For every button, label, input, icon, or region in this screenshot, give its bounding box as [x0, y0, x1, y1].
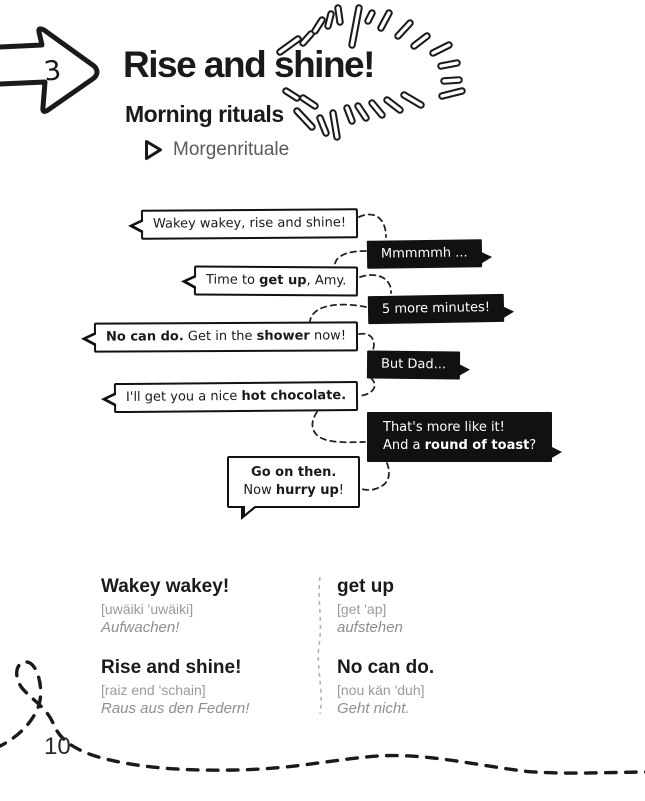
bubble-text: now!	[309, 328, 347, 344]
speech-bubble-right-4	[367, 412, 552, 462]
vocab-term: Wakey wakey!	[101, 576, 230, 597]
page-number: 10	[44, 733, 71, 760]
speech-bubble-left-3	[94, 321, 358, 352]
dialogue-connector-5	[359, 334, 374, 350]
bubble-text-bold: get up	[258, 272, 307, 289]
bubble-text-bold: hot chocolate.	[241, 388, 347, 404]
vocab-phonetic: [raiz end 'schain]	[101, 681, 206, 698]
vocab-entry	[101, 576, 337, 636]
speech-bubble-left-4	[114, 381, 358, 413]
bubble-text-bold: round of toast	[424, 437, 530, 453]
vocab-translation: Geht nicht.	[337, 699, 410, 717]
vocab-phonetic: [nou kän 'duh]	[337, 681, 425, 698]
bubble-text-bold: Go on then.	[251, 465, 337, 480]
dialogue-connector-7	[312, 412, 365, 442]
vocab-translation: Aufwachen!	[101, 618, 180, 636]
bubble-text: Time to	[205, 272, 259, 288]
vocab-entry	[337, 657, 541, 717]
bubble-line	[243, 482, 344, 500]
bubble-text: And a	[383, 437, 425, 453]
vocab-term: Rise and shine!	[101, 656, 242, 678]
bubble-text: !	[338, 482, 344, 498]
vocab-translation: Raus aus den Federn!	[101, 699, 250, 717]
page-title: Rise and shine!	[123, 44, 374, 85]
vocabulary-section	[101, 576, 541, 717]
bubble-text: Now	[243, 482, 276, 498]
bubble-text: I'll get you a nice	[125, 388, 242, 405]
vocab-translation: aufstehen	[337, 618, 403, 636]
speech-bubble-right-2	[368, 294, 505, 324]
bubble-text-bold: hurry up	[275, 482, 339, 498]
bubble-line	[243, 464, 344, 482]
subtitle-translation: Morgenrituale	[173, 139, 290, 160]
vocab-term: No can do.	[337, 656, 435, 678]
bubble-text: But Dad...	[380, 356, 447, 373]
vocab-phonetic: [get 'ap]	[337, 600, 387, 617]
bubble-text: Mmmmmh ...	[380, 245, 468, 262]
dialogue-connector-1	[359, 214, 386, 237]
page-subtitle: Morning rituals	[125, 101, 284, 127]
dialogue-connector-8	[361, 463, 389, 490]
vocab-entry	[101, 657, 337, 717]
bubble-text: That's more like it!	[383, 420, 505, 435]
dialogue-connector-2	[335, 251, 366, 265]
bubble-text: Wakey wakey, rise and shine!	[152, 215, 347, 232]
speech-bubble-left-1	[141, 208, 358, 239]
vocab-entry	[337, 576, 541, 636]
bubble-text-bold: No can do.	[105, 329, 184, 345]
speech-bubble-left-2	[194, 265, 359, 296]
speech-bubble-right-3	[367, 351, 460, 380]
speech-bubble-right-1	[367, 239, 482, 269]
bubble-text: , Amy.	[306, 273, 347, 289]
unit-number: 3	[42, 55, 63, 88]
bubble-line	[383, 419, 536, 437]
vocab-phonetic: [uwäiki 'uwäiki]	[101, 600, 194, 617]
dialogue-connector-3	[360, 275, 391, 293]
play-icon	[143, 138, 164, 162]
bubble-text: Get in the	[183, 328, 257, 345]
bubble-text: 5 more minutes!	[381, 300, 491, 317]
subtitle-translation-row	[143, 138, 289, 162]
speech-bubble-left-5	[227, 456, 360, 508]
bubble-text: ?	[529, 437, 537, 453]
dialogue-connector-6	[360, 378, 375, 396]
vocab-term: get up	[337, 576, 394, 597]
bubble-text-bold: shower	[256, 328, 310, 344]
bubble-line	[383, 437, 536, 455]
dialogue-connector-4	[310, 305, 366, 321]
